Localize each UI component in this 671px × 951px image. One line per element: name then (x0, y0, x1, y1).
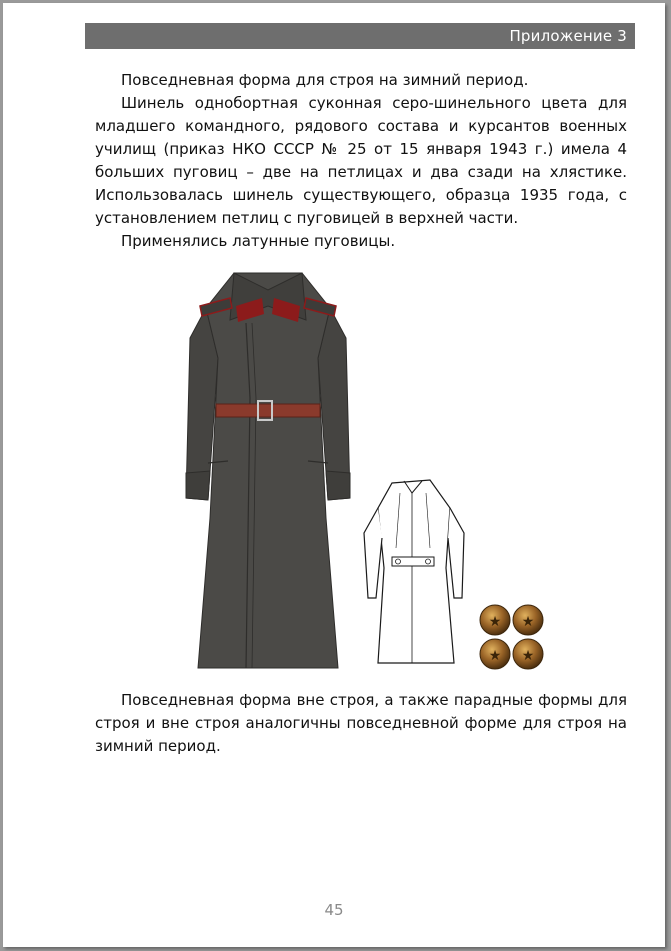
greatcoat-illustration (178, 268, 558, 678)
brass-button (480, 639, 510, 669)
document-page (3, 3, 665, 947)
paragraph-other-forms: Повседневная форма вне строя, а также парадные формы для строя и вне строя аналогичны повседневной форме для строя на зимний период. (95, 691, 627, 755)
page-number: 45 (324, 901, 344, 919)
greatcoat-front (186, 273, 350, 668)
header-bar (85, 23, 635, 49)
brass-button (513, 639, 543, 669)
paragraph-heading: Повседневная форма для строя на зимний период. (121, 71, 529, 89)
paragraph-greatcoat-description: Шинель однобортная суконная серо-шинельного цвета для младшего командного, рядового состава и курсантов военных училищ (приказ НКО СССР № 25 от 15 января 1943 г.) имела 4 больших пуговиц – две на петлицах и два сзади на хлястике. Использовалась шинель существующего, образца 1935 года, с установлением петлиц с пуговицей в верхней части. (95, 94, 627, 227)
brass-buttons (480, 605, 543, 669)
svg-text:★: ★ (488, 648, 502, 664)
paragraph-buttons: Применялись латунные пуговицы. (121, 232, 396, 250)
svg-text:★: ★ (521, 614, 535, 630)
svg-text:★: ★ (521, 648, 535, 664)
brass-button (513, 605, 543, 635)
greatcoat-back-outline (364, 480, 464, 663)
svg-text:★: ★ (488, 614, 502, 630)
brass-button (480, 605, 510, 635)
text-section-2 (95, 689, 627, 758)
appendix-title: Приложение 3 (509, 27, 627, 45)
text-section-1 (95, 69, 627, 253)
